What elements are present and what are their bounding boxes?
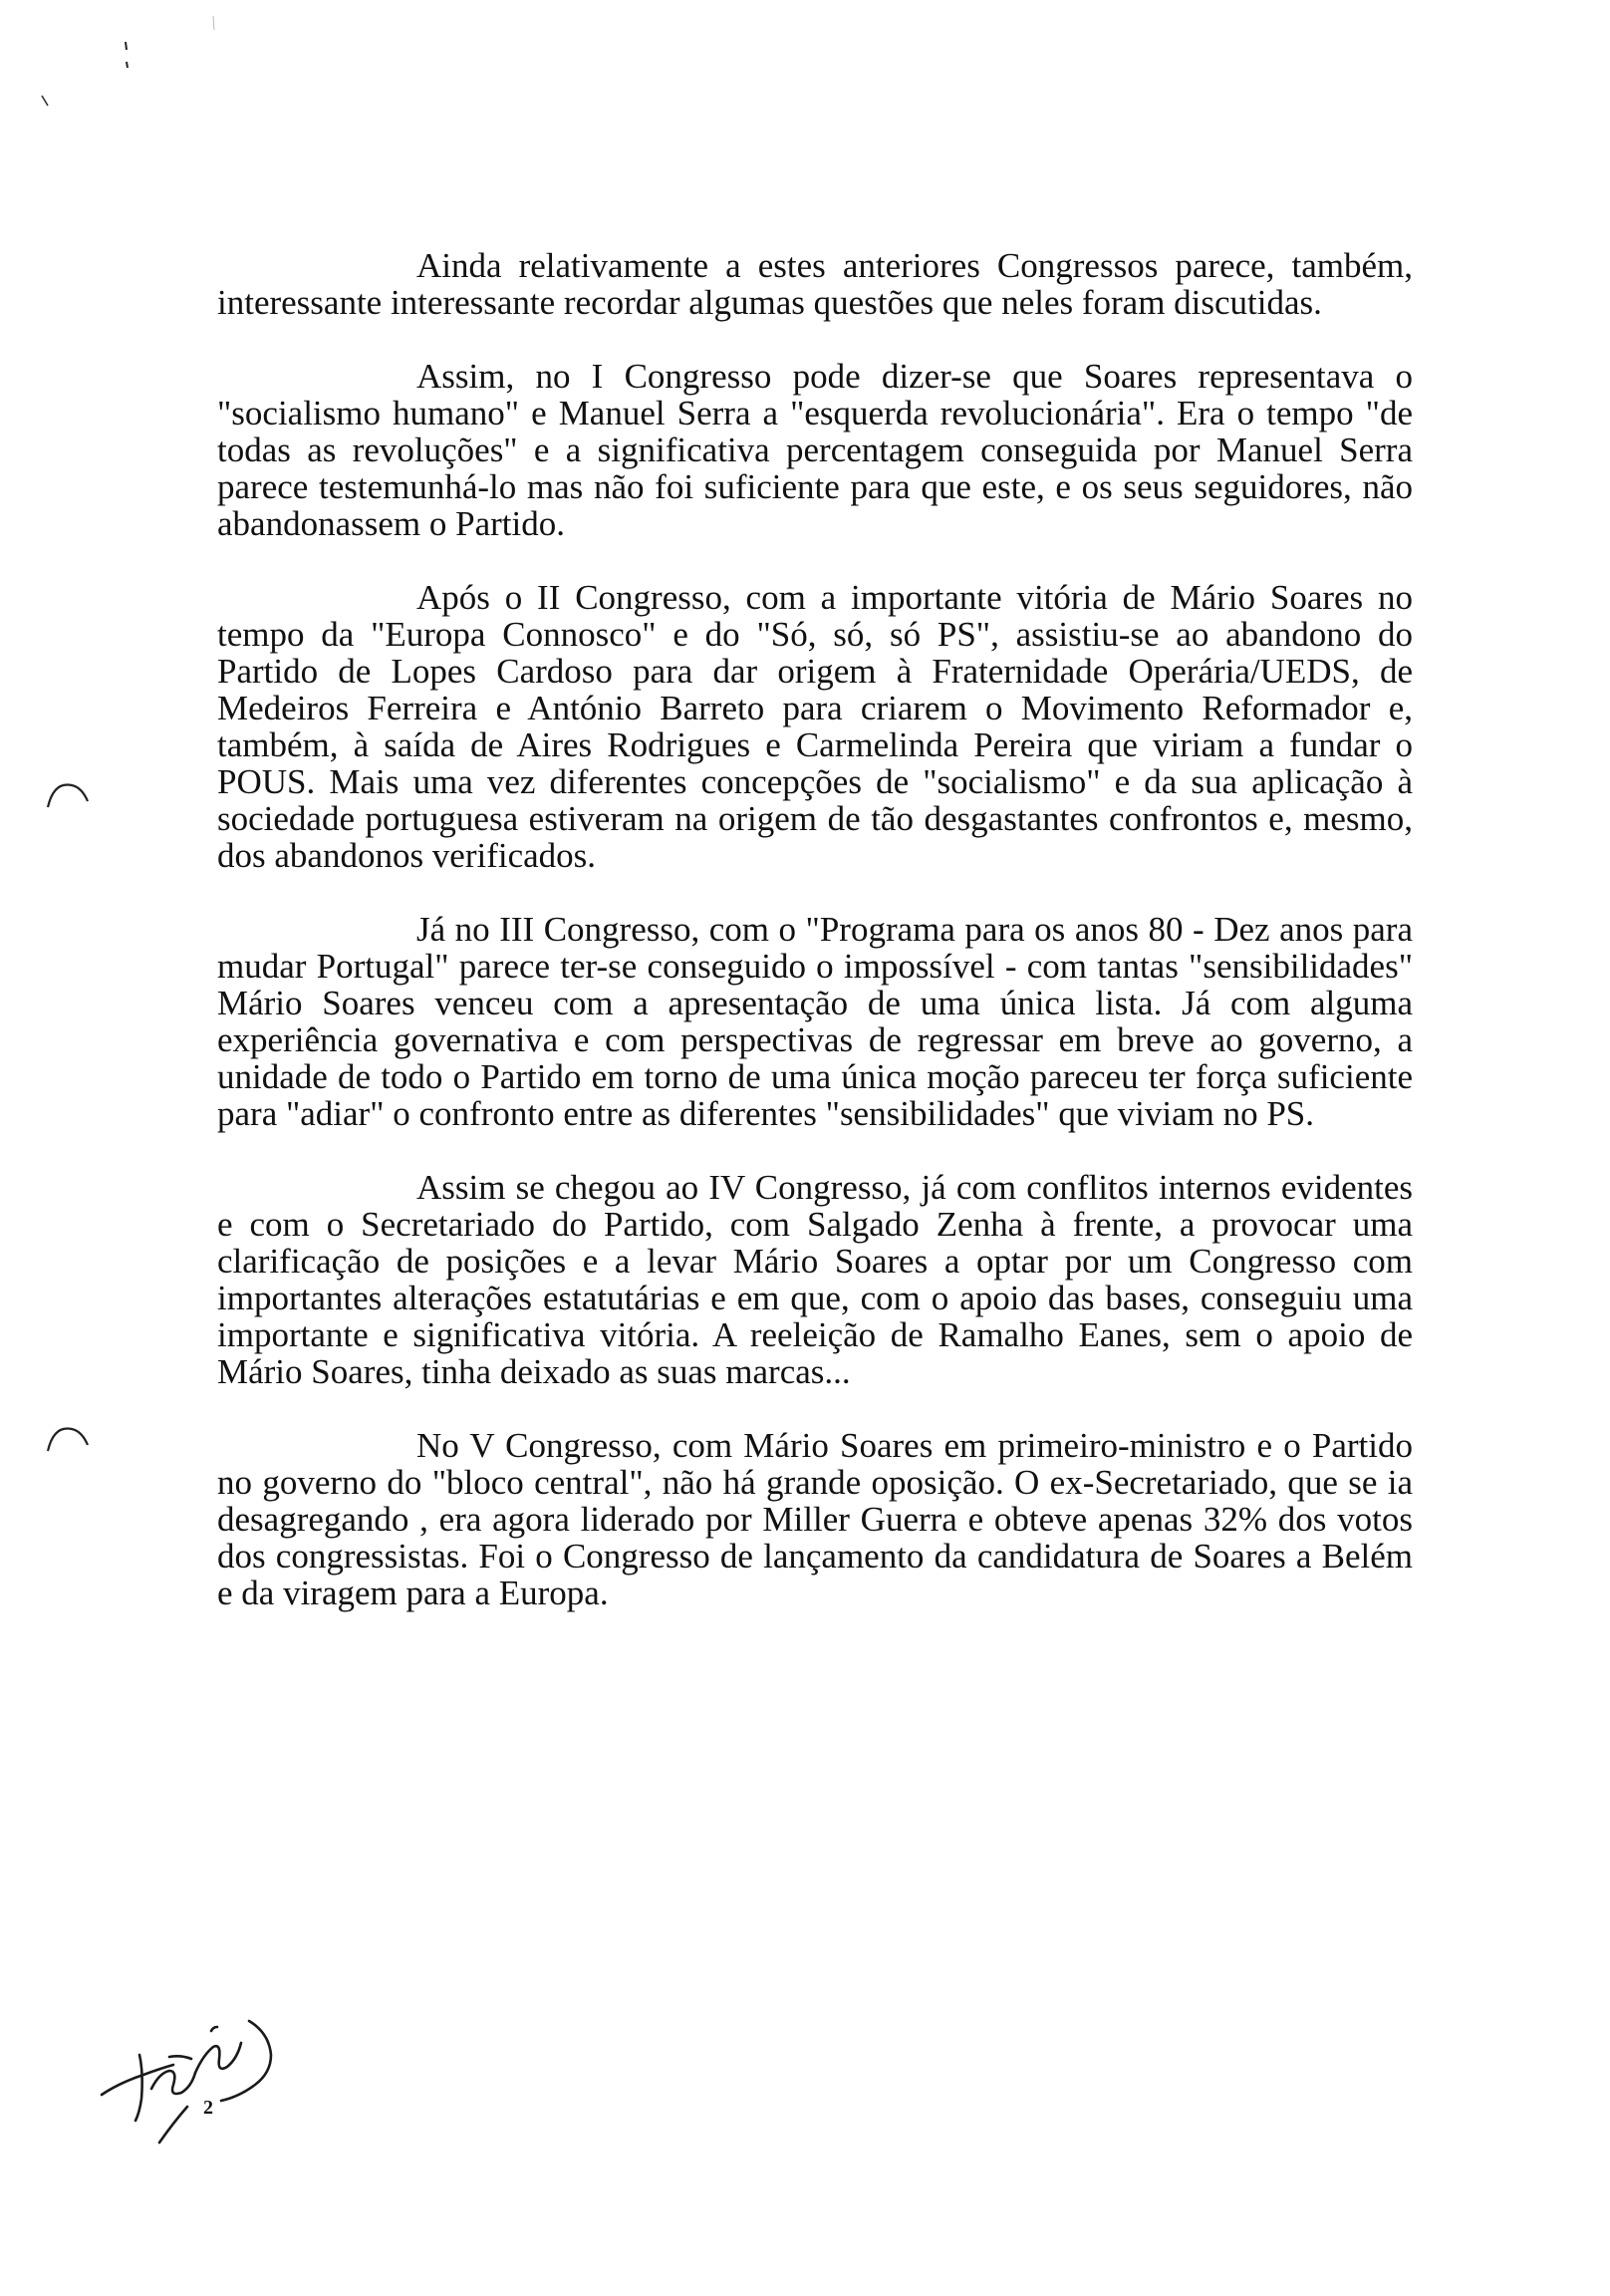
scan-speck-mark <box>211 14 217 32</box>
paragraph-2: Assim, no I Congresso pode dizer-se que Soares representava o "socialismo humano" e Manuel Serra a "esquerda revolucionária". Era o tempo "de todas as revoluções" e a significativa percentagem conseguida por Manuel Serra parece testemunhá-lo mas não foi suficiente para que este, e os seus seguidores, não abandonassem o Partido. <box>217 357 1413 543</box>
punch-hole-mark <box>44 1419 94 1459</box>
scan-speck-mark <box>40 94 52 110</box>
paragraph-1: Ainda relativamente a estes anteriores Congressos parece, também, interessante interessante recordar algumas questões que neles foram discutidas. <box>217 246 1413 322</box>
paragraph-5: Assim se chegou ao IV Congresso, já com conflitos internos evidentes e com o Secretariado do Partido, com Salgado Zenha à frente, a provocar uma clarificação de posições e a levar Mário Soares a optar por um Congresso com importantes alterações estatutárias e em que, com o apoio das bases, conseguiu uma importante e significativa vitória. A reeleição de Ramalho Eanes, sem o apoio de Mário Soares, tinha deixado as suas marcas... <box>217 1168 1413 1391</box>
document-body <box>217 247 1413 1611</box>
page-number: 2 <box>203 2097 213 2119</box>
paragraph-3: Após o II Congresso, com a importante vitória de Mário Soares no tempo da "Europa Connosco" e do "Só, só, só PS", assistiu-se ao abandono do Partido de Lopes Cardoso para dar origem à Fraternidade Operária/UEDS, de Medeiros Ferreira e António Barreto para criarem o Movimento Reformador e, também, à saída de Aires Rodrigues e Carmelinda Pereira que viriam a fundar o POUS. Mais uma vez diferentes concepções de "socialismo" e da sua aplicação à sociedade portuguesa estiveram na origem de tão desgastantes confrontos e, mesmo, dos abandonos verificados. <box>217 578 1413 875</box>
handwritten-initials-signature <box>100 2003 289 2152</box>
paragraph-4: Já no III Congresso, com o "Programa para os anos 80 - Dez anos para mudar Portugal" parece ter-se conseguido o impossível - com tantas "sensibilidades" Mário Soares venceu com a apresentação de uma única lista. Já com alguma experiência governativa e com perspectivas de regressar em breve ao governo, a unidade de todo o Partido em torno de uma única moção pareceu ter força suficiente para "adiar" o confronto entre as diferentes "sensibilidades" que viviam no PS. <box>217 910 1413 1133</box>
punch-hole-mark <box>44 775 94 815</box>
scan-speck-mark <box>118 40 134 74</box>
paragraph-6: No V Congresso, com Mário Soares em primeiro-ministro e o Partido no governo do "bloco central", não há grande oposição. O ex-Secretariado, que se ia desagregando , era agora liderado por Miller Guerra e obteve apenas 32% dos votos dos congressistas. Foi o Congresso de lançamento da candidatura de Soares a Belém e da viragem para a Europa. <box>217 1426 1413 1612</box>
